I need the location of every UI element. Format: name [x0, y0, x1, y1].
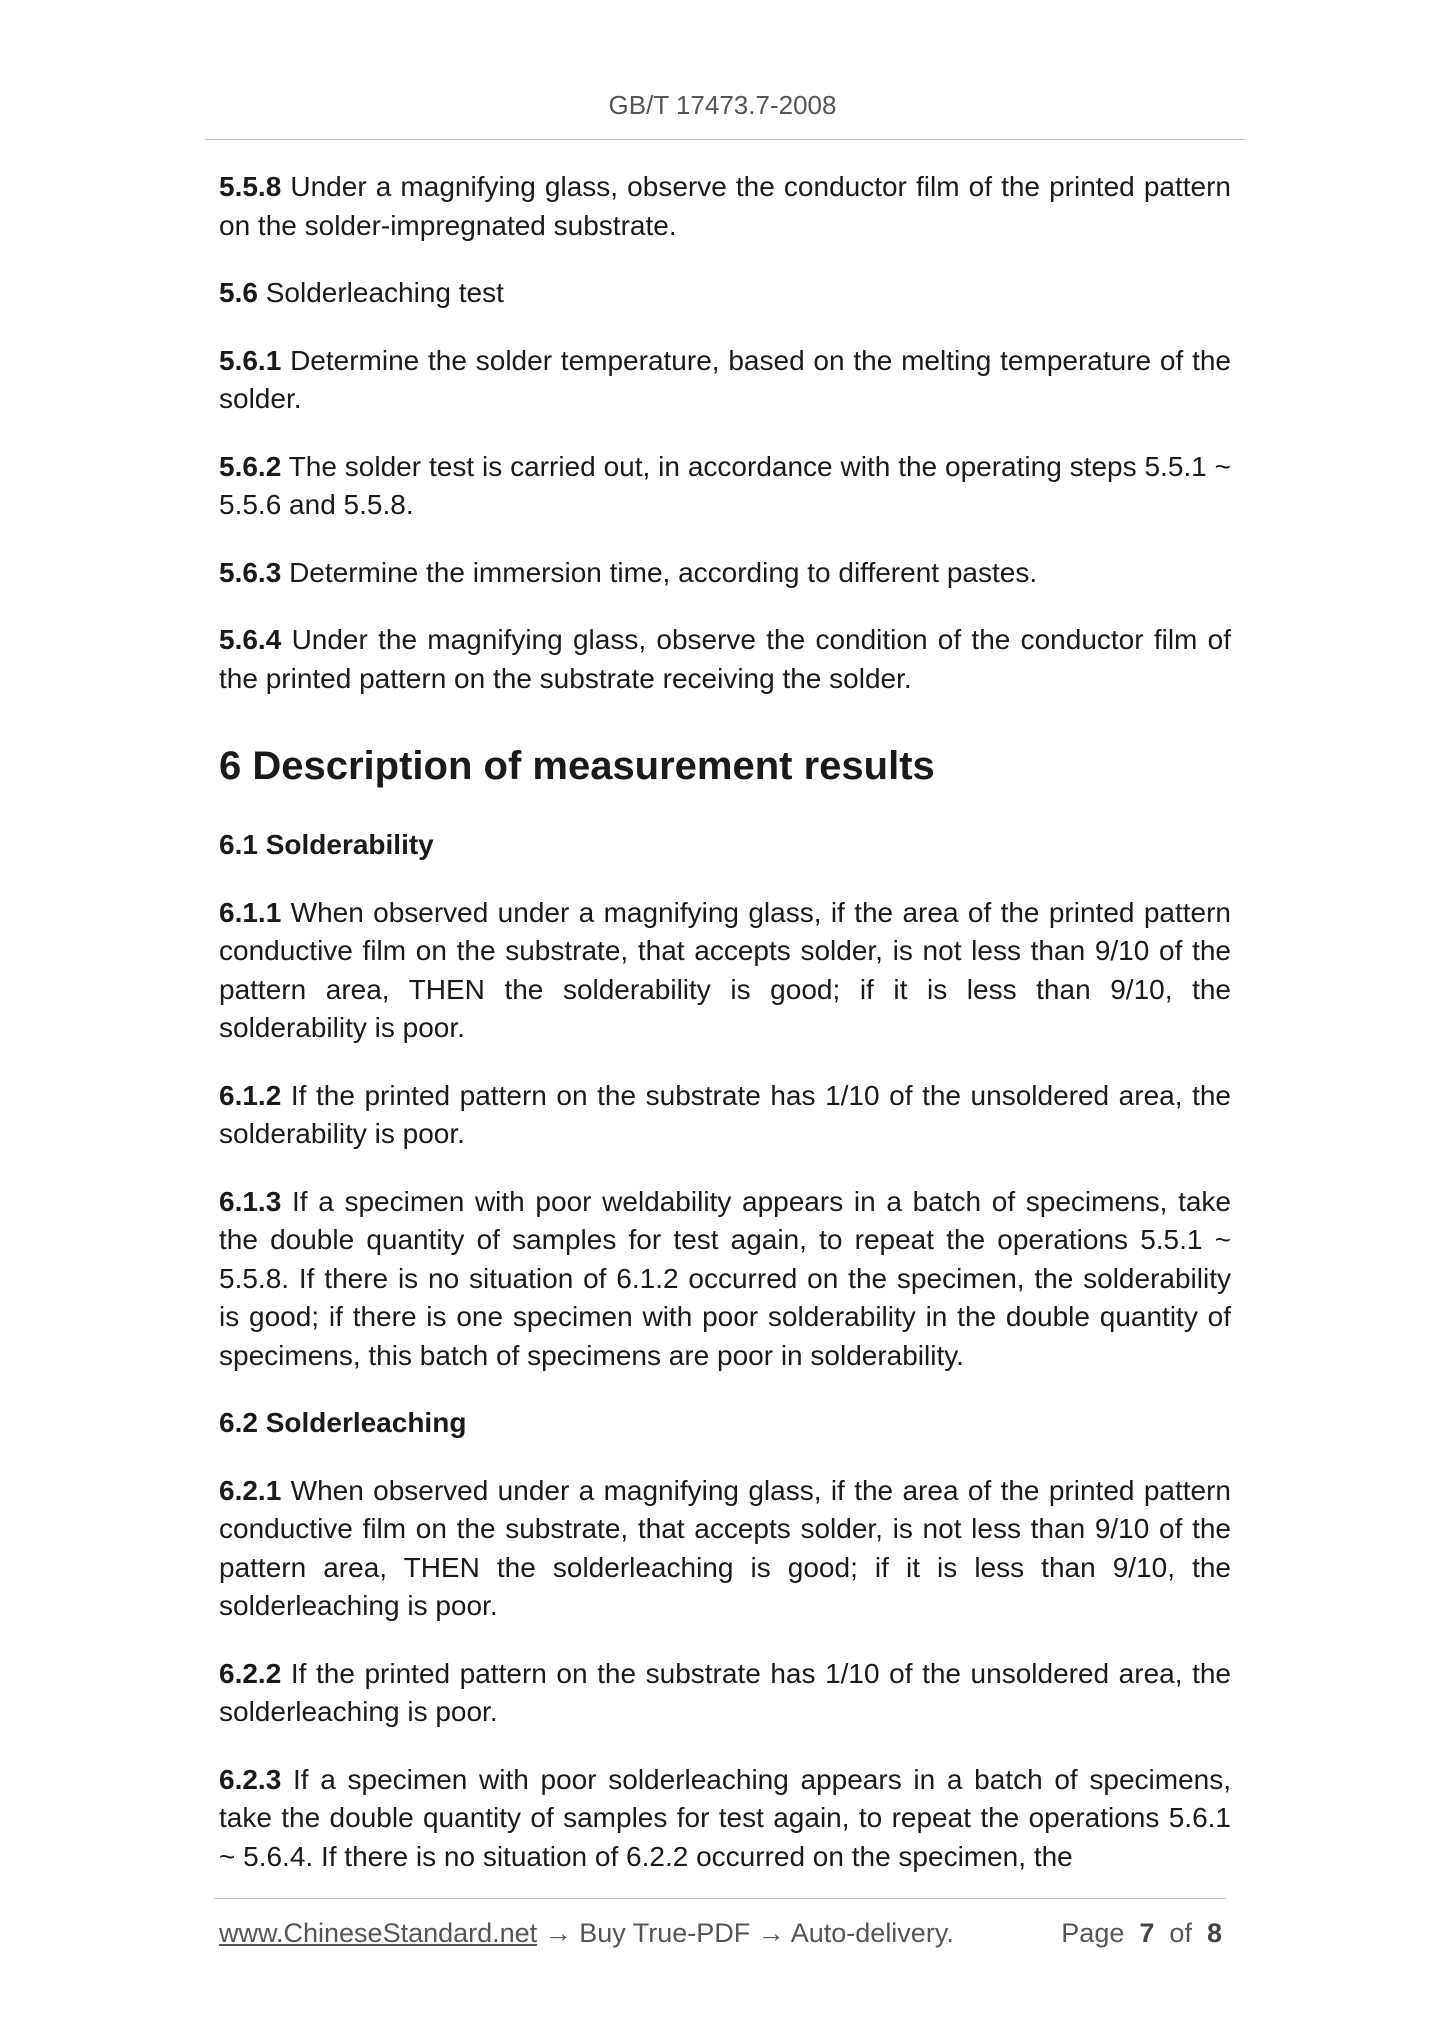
clause-6-1-3: 6.1.3 If a specimen with poor weldability appears in a batch of specimens, take the double quantity of samples for test again, to repeat the operations 5.5.1 ~ 5.5.8. If there is no situation of 6.1.2 occurred on the specimen, the solderability is good; if there is one specimen with poor solderability in the double quantity of specimens, this batch of specimens are poor in solderability.: [219, 1185, 1232, 1371]
clause-6-2-3: 6.2.3 If a specimen with poor solderleaching appears in a batch of specimens, take the double quantity of samples for test again, to repeat the operations 5.6.1 ~ 5.6.4. If there is no situation of 6.2.2 occurred on the specimen, the: [219, 1763, 1232, 1872]
page-content: [219, 168, 1231, 1905]
clause-6-2-1: 6.2.1 When observed under a magnifying glass, if the area of the printed pattern conductive film on the substrate, that accepts solder, is not less than 9/10 of the pattern area, THEN the solderleaching is good; if it is less than 9/10, the solderleaching is poor.: [219, 1474, 1231, 1621]
section-6-1-heading: 6.1 Solderability: [219, 829, 434, 860]
current-page: 7: [1139, 1918, 1155, 1948]
clause-6-1-1: 6.1.1 When observed under a magnifying glass, if the area of the printed pattern conductive film on the substrate, that accepts solder, is not less than 9/10 of the pattern area, THEN the solderability is good; if it is less than 9/10, the solderability is poor.: [219, 896, 1231, 1043]
page-indicator: Page 7 of 8: [1061, 1918, 1222, 1948]
section-6-2-heading: 6.2 Solderleaching: [219, 1407, 467, 1438]
document-header: [0, 90, 1445, 121]
section-6-heading: 6 Description of measurement results: [219, 744, 935, 788]
document-id: GB/T 17473.7-2008: [608, 90, 837, 120]
clause-5-6-3: 5.6.3 Determine the immersion time, according to different pastes.: [219, 556, 1038, 588]
clause-5-6-4: 5.6.4 Under the magnifying glass, observe the condition of the conductor film of the printed pattern on the substrate receiving the solder.: [219, 624, 1231, 694]
clause-6-2-2: 6.2.2 If the printed pattern on the substrate has 1/10 of the unsoldered area, the solderleaching is poor.: [219, 1657, 1231, 1727]
clause-5-6-1: 5.6.1 Determine the solder temperature, based on the melting temperature of the solder.: [219, 344, 1231, 414]
clause-5-6: 5.6 Solderleaching test: [219, 277, 504, 308]
clause-5-5-8: 5.5.8 Under a magnifying glass, observe the conductor film of the printed pattern on the solder-impregnated substrate.: [219, 171, 1231, 241]
footer-divider: [214, 1898, 1226, 1899]
footer-tail-text: → Buy True-PDF → Auto-delivery.: [537, 1918, 954, 1948]
footer-promo: [219, 1918, 954, 1949]
site-link[interactable]: www.ChineseStandard.net: [219, 1918, 538, 1948]
clause-6-1-2: 6.1.2 If the printed pattern on the substrate has 1/10 of the unsoldered area, the solderability is poor.: [219, 1079, 1231, 1149]
total-pages: 8: [1206, 1918, 1222, 1948]
clause-5-6-2: 5.6.2 The solder test is carried out, in accordance with the operating steps 5.5.1 ~ 5.5.6 and 5.5.8.: [219, 450, 1231, 520]
header-divider: [205, 139, 1245, 140]
